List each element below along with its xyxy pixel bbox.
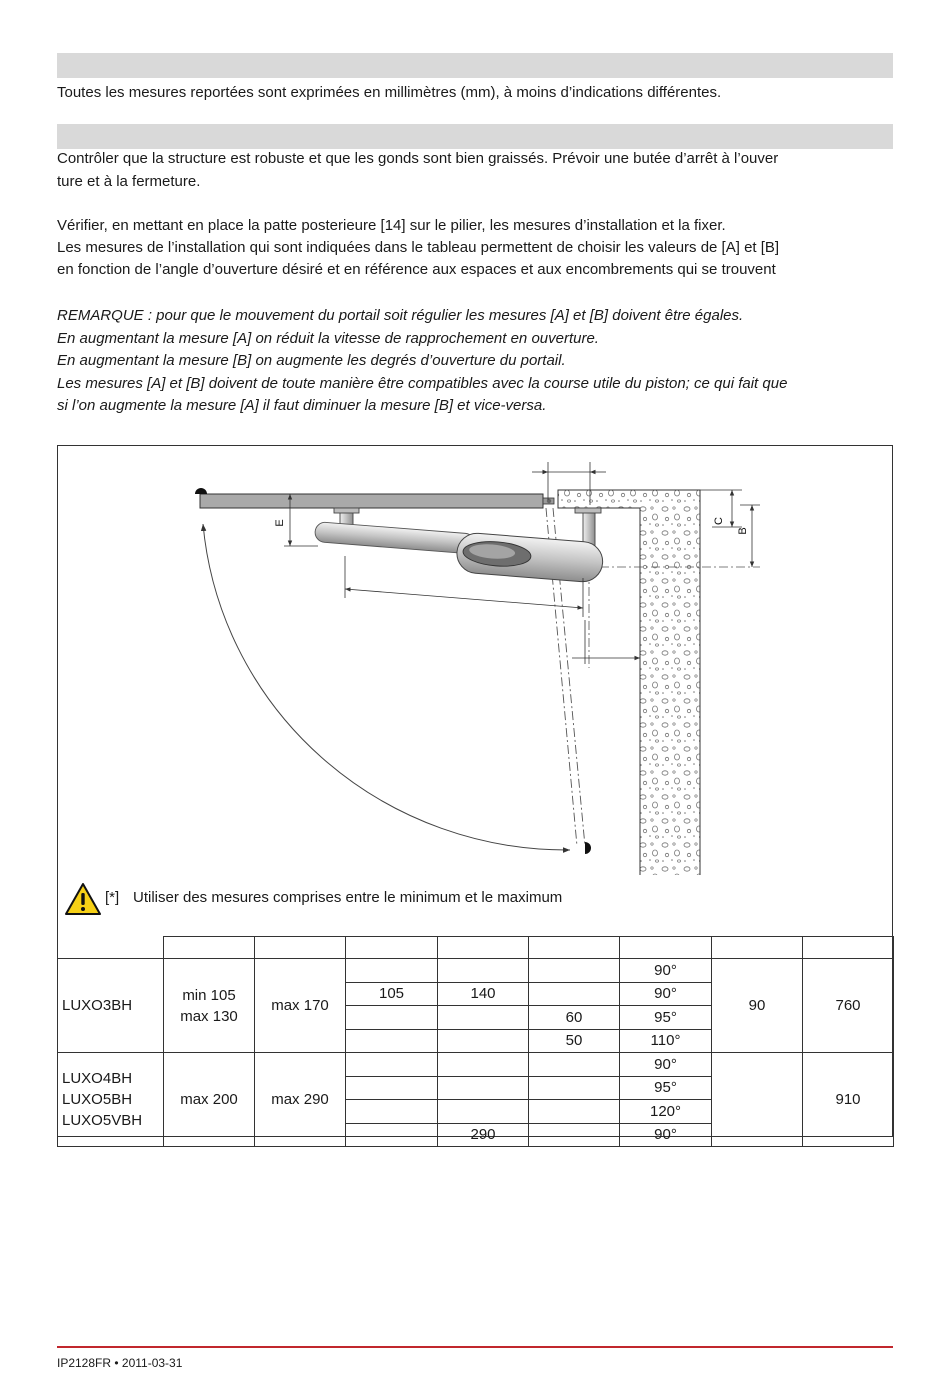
paragraph-line: en fonction de l’angle d’ouverture désiré et en référence aux espaces et aux encombrements qui se trouvent (57, 261, 776, 278)
table-header-cell (620, 937, 712, 959)
table-cell (438, 1076, 529, 1100)
table-cell: 105 (346, 982, 438, 1006)
model-name: LUXO4BH (62, 1070, 133, 1087)
table-cell (529, 982, 620, 1006)
model-cell (58, 1053, 164, 1147)
table-cell (438, 959, 529, 983)
table-row (58, 1053, 894, 1077)
table-cell (438, 1029, 529, 1053)
gate-bracket-plate (334, 508, 359, 513)
paragraph-line: Les mesures de l’installation qui sont indiquées dans le tableau permettent de choisir les valeurs de [A] et [B] (57, 239, 780, 256)
table-cell (529, 1123, 620, 1147)
table-header-cell (803, 937, 894, 959)
table-corner-cell (58, 937, 164, 959)
table-header-cell (255, 937, 346, 959)
piston-rod (314, 522, 475, 554)
angle-cell: 90° (620, 1053, 712, 1077)
table-cell (346, 1006, 438, 1030)
table-cell (438, 1053, 529, 1077)
range-value: min 105 (182, 986, 236, 1004)
table-header-cell (438, 937, 529, 959)
table-cell (529, 1100, 620, 1124)
gate-end-marker (585, 842, 591, 854)
gate-hinge-pin (547, 499, 551, 503)
paragraph-line: ture et à la fermeture. (57, 172, 201, 190)
angle-cell: 90° (620, 982, 712, 1006)
angle-cell: 95° (620, 1006, 712, 1030)
table-cell (438, 1100, 529, 1124)
table-row (58, 959, 894, 983)
dimension-c-label: C (713, 517, 725, 525)
max-cell: max 170 (255, 959, 346, 1053)
piston-length-dimension (345, 589, 583, 608)
angle-cell: 95° (620, 1076, 712, 1100)
table-cell (712, 1053, 803, 1147)
table-cell (346, 1123, 438, 1147)
range-cell (164, 959, 255, 1053)
table-cell (346, 1053, 438, 1077)
model-name: LUXO3BH (62, 997, 133, 1014)
table-cell: 140 (438, 982, 529, 1006)
max-cell: max 290 (255, 1053, 346, 1147)
piston-operator (313, 521, 604, 584)
model-name: LUXO5BH (62, 1091, 133, 1108)
units-note: Toutes les mesures reportées sont exprimées en millimètres (mm), à moins d’indications différentes. (57, 84, 722, 101)
remark-line: REMARQUE : pour que le mouvement du portail soit régulier les mesures [A] et [B] doivent être égales. (57, 307, 744, 324)
dimension-e-label: E (274, 519, 286, 527)
angle-cell: 120° (620, 1100, 712, 1124)
section-header-bar (57, 124, 893, 149)
angle-cell: 110° (620, 1029, 712, 1053)
angle-cell: 90° (620, 1123, 712, 1147)
table-cell (529, 1076, 620, 1100)
warning-triangle-icon (64, 882, 102, 916)
table-cell (529, 959, 620, 983)
range-value: max 200 (180, 1091, 238, 1108)
pillar-bracket-plate (575, 508, 601, 513)
table-cell: 50 (529, 1029, 620, 1053)
table-cell: 910 (803, 1053, 894, 1147)
table-header-cell (164, 937, 255, 959)
table-cell (529, 1053, 620, 1077)
table-cell (438, 1006, 529, 1030)
gate-end-marker (195, 488, 207, 494)
remark-line: Les mesures [A] et [B] doivent de toute manière être compatibles avec la course utile du piston; ce qui fait que (57, 374, 788, 392)
table-cell (346, 1076, 438, 1100)
table-cell: 760 (803, 959, 894, 1053)
remark-line: si l’on augmente la mesure [A] il faut diminuer la mesure [B] et vice-versa. (57, 397, 547, 414)
installation-measures-table (57, 936, 894, 1147)
table-header-cell (712, 937, 803, 959)
model-name: LUXO5VBH (62, 1112, 143, 1129)
installation-paragraph (57, 215, 779, 281)
table-cell: 90 (712, 959, 803, 1053)
warning-text: Utiliser des mesures comprises entre le minimum et le maximum (133, 889, 563, 906)
table-cell (346, 1100, 438, 1124)
dimension-b-label: B (737, 527, 749, 535)
gate-leaf-closed (200, 494, 543, 508)
warning-marker: [*] (105, 889, 120, 906)
remark-paragraph (57, 305, 787, 418)
table-cell: 60 (529, 1006, 620, 1030)
installation-drawing (57, 445, 893, 885)
remark-line: En augmentant la mesure [B] on augmente les degrés d’ouverture du portail. (57, 352, 566, 369)
model-cell (58, 959, 164, 1053)
table-cell (346, 959, 438, 983)
table-cell (346, 1029, 438, 1053)
table-cell: 290 (438, 1123, 529, 1147)
footer-doc-ref: IP2128FR • 2011-03-31 (57, 1356, 183, 1370)
table-header-cell (346, 937, 438, 959)
remark-line: En augmentant la mesure [A] on réduit la vitesse de rapprochement en ouverture. (57, 329, 599, 347)
table-header-row (58, 937, 894, 959)
angle-cell: 90° (620, 959, 712, 983)
footer-rule (57, 1346, 893, 1348)
structure-check-paragraph (57, 148, 778, 193)
paragraph-line: Contrôler que la structure est robuste et que les gonds sont bien graissés. Prévoir une butée d’arrêt à l’ouver (57, 150, 779, 167)
table-header-cell (529, 937, 620, 959)
range-value: max 130 (180, 1007, 238, 1025)
range-cell (164, 1053, 255, 1147)
paragraph-line: Vérifier, en mettant en place la patte posterieure [14] sur le pilier, les mesures d’installation et la fixer. (57, 217, 726, 234)
section-header-bar (57, 53, 893, 78)
